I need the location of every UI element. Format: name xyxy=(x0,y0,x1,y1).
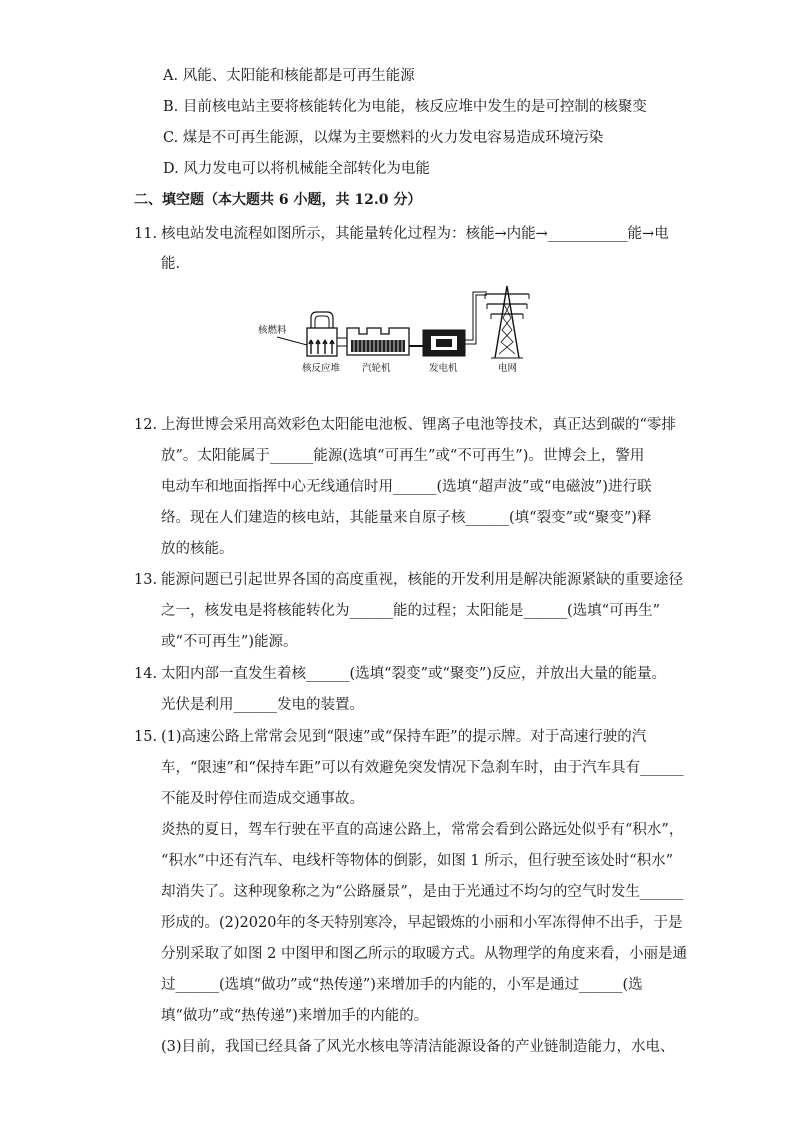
question-line: 或“不可再生”)能源。 xyxy=(161,634,298,650)
fuel-pointer xyxy=(277,337,307,345)
question-line: 填“做功”或“热传递”)来增加手的内能的。 xyxy=(161,1008,429,1024)
question-line: 光伏是利用______发电的装置。 xyxy=(161,697,364,713)
question-line: 上海世博会采用高效彩色太阳能电池板、锂离子电池等技术，真正达到碳的“零排 xyxy=(161,417,676,433)
grid-label: 电网 xyxy=(498,363,518,374)
option-d: D. 风力发电可以将机械能全部转化为电能 xyxy=(163,161,430,177)
option-b: B. 目前核电站主要将核能转化为电能，核反应堆中发生的是可控制的核聚变 xyxy=(163,99,647,115)
question-line: 核电站发电流程如图所示，其能量转化过程为：核能→内能→___________能→电 xyxy=(161,226,669,242)
generator-icon xyxy=(423,292,487,356)
question-line: 电动车和地面指挥中心无线通信时用______(选填“超声波”或“电磁波”)进行联 xyxy=(161,479,652,495)
question-line: 不能及时停住而造成交通事故。 xyxy=(161,791,364,807)
reactor-label: 核反应堆 xyxy=(302,363,341,374)
fuel-label: 核燃料 xyxy=(258,325,287,336)
generator-label: 发电机 xyxy=(429,363,458,374)
diagram-svg xyxy=(255,282,540,374)
power-plant-diagram xyxy=(255,282,540,374)
question-line: 过______(选填“做功”或“热传递”)来增加手的内能的，小军是通过______(选 xyxy=(161,977,643,993)
question-line: 炎热的夏日，驾车行驶在平直的高速公路上，常常会看到公路远处似乎有“积水”， xyxy=(161,822,684,838)
option-a: A. 风能、太阳能和核能都是可再生能源 xyxy=(163,68,415,84)
section-title: 二、填空题（本大题共 6 小题，共 12.0 分） xyxy=(134,192,422,208)
question-line: 分别采取了如图 2 中图甲和图乙所示的取暖方式。从物理学的角度来看，小丽是通 xyxy=(161,946,687,962)
question-line: 太阳内部一直发生着核______(选填“裂变”或“聚变”)反应，并放出大量的能量。 xyxy=(161,666,666,682)
question-line: 却消失了。这种现象称之为“公路蜃景”，是由于光通过不均匀的空气时发生______ xyxy=(161,884,684,900)
question-line: (3)目前，我国已经具备了风光水核电等清洁能源设备的产业链制造能力，水电、 xyxy=(161,1039,675,1055)
question-line: “积水”中还有汽车、电线杆等物体的倒影，如图 1 所示，但行驶至该处时“积水” xyxy=(161,853,674,869)
question-number: 14. xyxy=(134,666,158,682)
question-line: 车，“限速”和“保持车距”可以有效避免突发情况下急刹车时，由于汽车具有______ xyxy=(161,760,684,776)
question-number: 12. xyxy=(134,417,158,433)
question-line: 之一，核发电是将核能转化为______能的过程；太阳能是______(选填“可再生” xyxy=(161,603,660,619)
reactor-icon xyxy=(307,312,347,356)
question-line: 形成的。(2)2020年的冬天特别寒冷，早起锻炼的小丽和小军冻得伸不出手，于是 xyxy=(161,915,683,931)
question-number: 11. xyxy=(134,226,158,242)
turbine-label: 汽轮机 xyxy=(362,363,391,374)
turbine-icon xyxy=(347,328,423,355)
question-line: 络。现在人们建造的核电站，其能量来自原子核______(填“裂变”或“聚变”)释 xyxy=(161,510,652,526)
question-line: 放”。太阳能属于______能源(选填“可再生”或“不可再生”)。世博会上，警用 xyxy=(161,448,645,464)
question-number: 13. xyxy=(134,572,158,588)
question-number: 15. xyxy=(134,729,158,745)
option-c: C. 煤是不可再生能源，以煤为主要燃料的火力发电容易造成环境污染 xyxy=(163,130,604,146)
question-line: (1)高速公路上常常会见到“限速”或“保持车距”的提示牌。对于高速行驶的汽 xyxy=(161,729,647,745)
question-line: 放的核能。 xyxy=(161,541,234,557)
pylon-icon xyxy=(485,286,529,358)
question-line: 能源问题已引起世界各国的高度重视，核能的开发利用是解决能源紧缺的重要途径 xyxy=(161,572,683,588)
question-line: 能． xyxy=(161,256,190,272)
